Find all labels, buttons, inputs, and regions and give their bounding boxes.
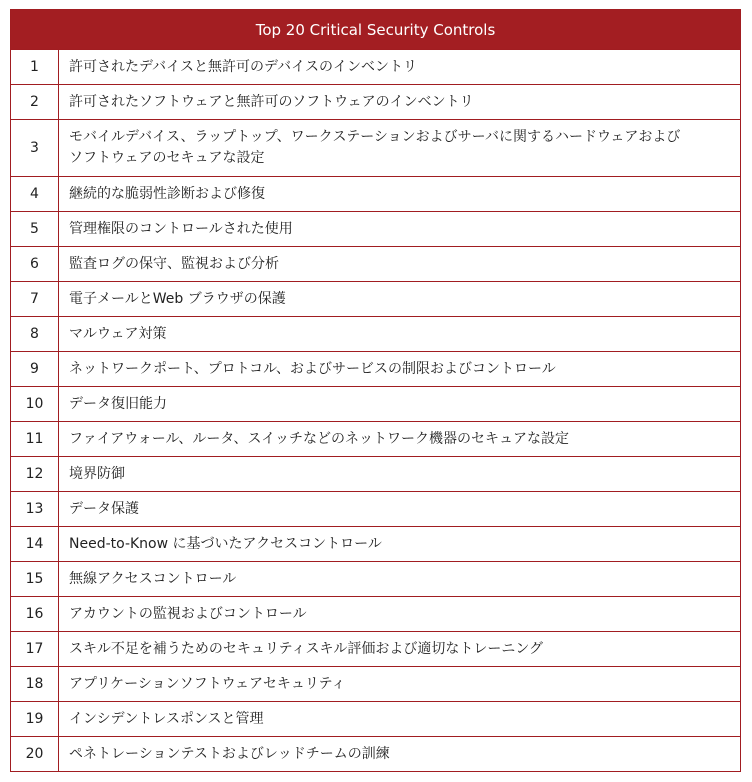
- row-text: ファイアウォール、ルータ、スイッチなどのネットワーク機器のセキュアな設定: [69, 430, 569, 447]
- row-text: [59, 120, 740, 176]
- table-row: [11, 211, 740, 246]
- table-row: [11, 736, 740, 771]
- row-number: 13: [11, 492, 59, 526]
- row-text: スキル不足を補うためのセキュリティスキル評価および適切なトレーニング: [69, 640, 544, 657]
- row-text: ペネトレーションテストおよびレッドチームの訓練: [69, 745, 390, 762]
- row-number: 7: [11, 282, 59, 316]
- row-text: 電子メールとWeb ブラウザの保護: [69, 290, 286, 307]
- row-number: 3: [11, 120, 59, 176]
- row-text: データ保護: [69, 500, 139, 517]
- table-title: Top 20 Critical Security Controls: [11, 10, 740, 49]
- row-text: アプリケーションソフトウェアセキュリティ: [69, 675, 346, 692]
- row-text: 継続的な脆弱性診断および修復: [69, 185, 265, 202]
- table-row: [11, 316, 740, 351]
- row-number: 4: [11, 177, 59, 211]
- row-text: 無線アクセスコントロール: [69, 570, 237, 587]
- table-row: [11, 119, 740, 176]
- row-number: 2: [11, 85, 59, 119]
- row-number: 16: [11, 597, 59, 631]
- table-row: [11, 281, 740, 316]
- row-number: 12: [11, 457, 59, 491]
- table-row: [11, 666, 740, 701]
- row-text-line: モバイルデバイス、ラップトップ、ワークステーションおよびサーバに関するハードウェアおよび: [69, 129, 681, 145]
- row-text: マルウェア対策: [69, 325, 167, 342]
- table-row: [11, 596, 740, 631]
- row-number: 15: [11, 562, 59, 596]
- controls-table: [10, 9, 741, 772]
- table-row: [11, 526, 740, 561]
- table-row: [11, 491, 740, 526]
- row-text-line: ソフトウェアのセキュアな設定: [69, 150, 265, 166]
- row-number: 10: [11, 387, 59, 421]
- row-number: 8: [11, 317, 59, 351]
- row-text: 許可されたソフトウェアと無許可のソフトウェアのインベントリ: [69, 93, 474, 110]
- row-text: 監査ログの保守、監視および分析: [69, 255, 279, 272]
- table-row: [11, 386, 740, 421]
- row-number: 1: [11, 50, 59, 84]
- row-text: 境界防御: [69, 465, 125, 482]
- row-text: 許可されたデバイスと無許可のデバイスのインベントリ: [69, 58, 418, 75]
- table-row: [11, 49, 740, 84]
- row-number: 11: [11, 422, 59, 456]
- row-number: 5: [11, 212, 59, 246]
- row-number: 20: [11, 737, 59, 771]
- row-text: アカウントの監視およびコントロール: [69, 605, 307, 622]
- row-text: Need-to-Know に基づいたアクセスコントロール: [69, 535, 382, 552]
- table-row: [11, 456, 740, 491]
- row-text: 管理権限のコントロールされた使用: [69, 220, 293, 237]
- row-number: 19: [11, 702, 59, 736]
- row-text: ネットワークポート、プロトコル、およびサービスの制限およびコントロール: [69, 360, 556, 377]
- table-row: [11, 176, 740, 211]
- row-number: 9: [11, 352, 59, 386]
- row-text: インシデントレスポンスと管理: [69, 710, 264, 727]
- row-number: 6: [11, 247, 59, 281]
- table-row: [11, 84, 740, 119]
- table-row: [11, 561, 740, 596]
- row-number: 18: [11, 667, 59, 701]
- row-text: データ復旧能力: [69, 395, 167, 412]
- table-row: [11, 246, 740, 281]
- table-row: [11, 701, 740, 736]
- table-row: [11, 631, 740, 666]
- table-row: [11, 351, 740, 386]
- row-number: 17: [11, 632, 59, 666]
- row-number: 14: [11, 527, 59, 561]
- table-row: [11, 421, 740, 456]
